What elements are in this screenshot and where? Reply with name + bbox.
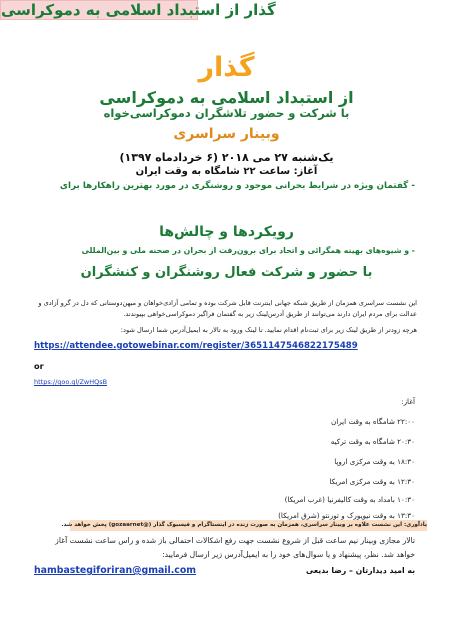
- livestream-notice: یادآوری: این نشست علاوه بر وبینار سراسری، همزمان به صورت زنده در اینستاگرام و فیسبوک گذار (@gozaarnet) پخش خواهد شد.: [70, 520, 427, 531]
- discussion-line: - گفتمان ویژه در شرایط بحرانی موجود و روشنگری در مورد بهترین راهکارها برای: [59, 181, 415, 191]
- note-line: خواهد شد. نظر، پیشنهاد و یا سوال‌های خود را به ایمیل‌آدرس زیر ارسال فرمایید:: [162, 550, 415, 559]
- page-title: گذار: [198, 52, 255, 83]
- methods-line: - و شیوه‌های بهینه همگرائی و اتحاد برای برون‌رفت از بحران در صحنه ملی و بین‌المللی: [81, 246, 415, 255]
- event-start-time: آغاز: ساعت ۲۲ شامگاه به وقت ایران: [135, 166, 318, 177]
- note-line: تالار مجازی وبینار نیم ساعت قبل از شروع نشست جهت رفع اشکالات احتمالی باز شده و راس ساعت نشست آغاز: [55, 536, 415, 545]
- presence-heading: با حضور و شرکت فعال روشنگران و کنشگران: [80, 265, 373, 280]
- participants-line: با شرکت و حضور تلاشگران دموکراسی‌خواه: [103, 106, 350, 120]
- schedule-time: ۱۲:۳۰ به وقت مرکزی امریکا: [329, 477, 415, 486]
- short-registration-link[interactable]: https://goo.gl/ZwHQsB: [34, 378, 108, 386]
- event-date: یک‌شنبه ۲۷ می ۲۰۱۸ (۶ خرداد‌ماه ۱۳۹۷): [119, 151, 334, 164]
- webinar-label: وبینار سراسری: [173, 126, 280, 142]
- registration-instructions: هرچه زودتر از طریق لینک زیر برای ثبت‌نام اقدام نمایید. تا لینک ورود به تالار به ایمیل‌آدرس شما ارسال شود:: [120, 326, 417, 334]
- schedule-time: ۱۳:۳۰ به وقت نیویورک و تورنتو (شرق امریکا): [278, 511, 415, 520]
- signature-line: به امید دیدارتان – رضا بدیعی: [305, 566, 415, 575]
- schedule-time: ۲۰:۳۰ شامگاه به وقت ترکیه: [330, 437, 415, 446]
- or-separator: or: [34, 361, 44, 371]
- schedule-time: ۲۲:۰۰ شامگاه به وقت ایران: [330, 417, 415, 426]
- approaches-heading: رویکردها و چالش‌ها: [159, 224, 294, 240]
- schedule-time: ۱۰:۳۰ بامداد به وقت کالیفرنیا (غرب امریکا): [284, 495, 415, 504]
- page-subtitle: از استبداد اسلامی به دموکراسی: [99, 88, 354, 107]
- schedule-time: ۱۸:۳۰ به وقت مرکزی اروپا: [334, 457, 415, 466]
- registration-link[interactable]: https://attendee.gotowebinar.com/register/3651147546822175489: [34, 341, 358, 351]
- contact-email-link[interactable]: hambastegiforiran@gmail.com: [34, 565, 197, 576]
- highlighted-headline: گذار از استبداد اسلامی به دموکراسی: [1, 1, 276, 19]
- intro-paragraph: این نشست سراسری همزمان از طریق شبکه جهانی اینترنت قابل شرکت بوده و تمامی آزادی‌خواهان و میهن‌دوستانی که دل در گرو آزادی و عدالت برای مردم ایران دارند می‌توانند از طریق آدرس‌لینک زیر به گفتمان فراگیر دموکراسی‌خواهی بپیوندند.: [38, 299, 417, 318]
- schedule-label: آغاز:: [401, 397, 415, 406]
